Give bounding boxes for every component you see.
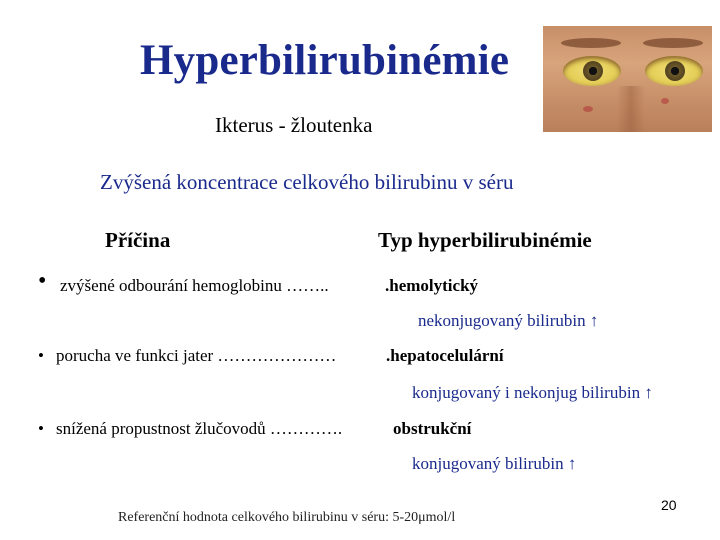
eyebrow-left [561, 38, 621, 48]
note-obstructive: konjugovaný bilirubin ↑ [412, 454, 577, 473]
iris-right [665, 61, 685, 81]
nose [617, 86, 645, 132]
reference-footnote: Referenční hodnota celkového bilirubinu v séru: 5-20μmol/l [118, 510, 456, 525]
type-header: Typ hyperbilirubinémie [378, 228, 592, 252]
slide-subtitle: Ikterus - žloutenka [215, 113, 373, 137]
slide-title: Hyperbilirubinémie [140, 37, 510, 84]
type-hemolytic: .hemolytický [385, 276, 479, 295]
cause-obstructive: snížená propustnost žlučovodů …………. [56, 419, 343, 438]
cause-hemolytic: zvýšené odbourání hemoglobinu …….. [60, 276, 329, 295]
bullet: • [38, 419, 44, 438]
bullet: • [38, 268, 47, 294]
bullet: • [38, 346, 44, 365]
skin-spot [583, 106, 593, 112]
skin-spot [661, 98, 669, 104]
type-hepatocellular: .hepatocelulární [386, 346, 504, 365]
jaundiced-eyes-photo [543, 26, 712, 132]
eyebrow-right [643, 38, 703, 48]
iris-left [583, 61, 603, 81]
eye-left [563, 56, 621, 86]
note-hemolytic: nekonjugovaný bilirubin ↑ [418, 311, 599, 330]
cause-hepatocellular: porucha ve funkci jater ………………… [56, 346, 337, 365]
page-number: 20 [661, 497, 677, 513]
definition-line: Zvýšená koncentrace celkového bilirubinu v séru [100, 170, 514, 194]
type-obstructive: obstrukční [393, 419, 472, 438]
cause-header: Příčina [105, 228, 171, 252]
eye-right [645, 56, 703, 86]
note-hepatocellular: konjugovaný i nekonjug bilirubin ↑ [412, 383, 653, 402]
